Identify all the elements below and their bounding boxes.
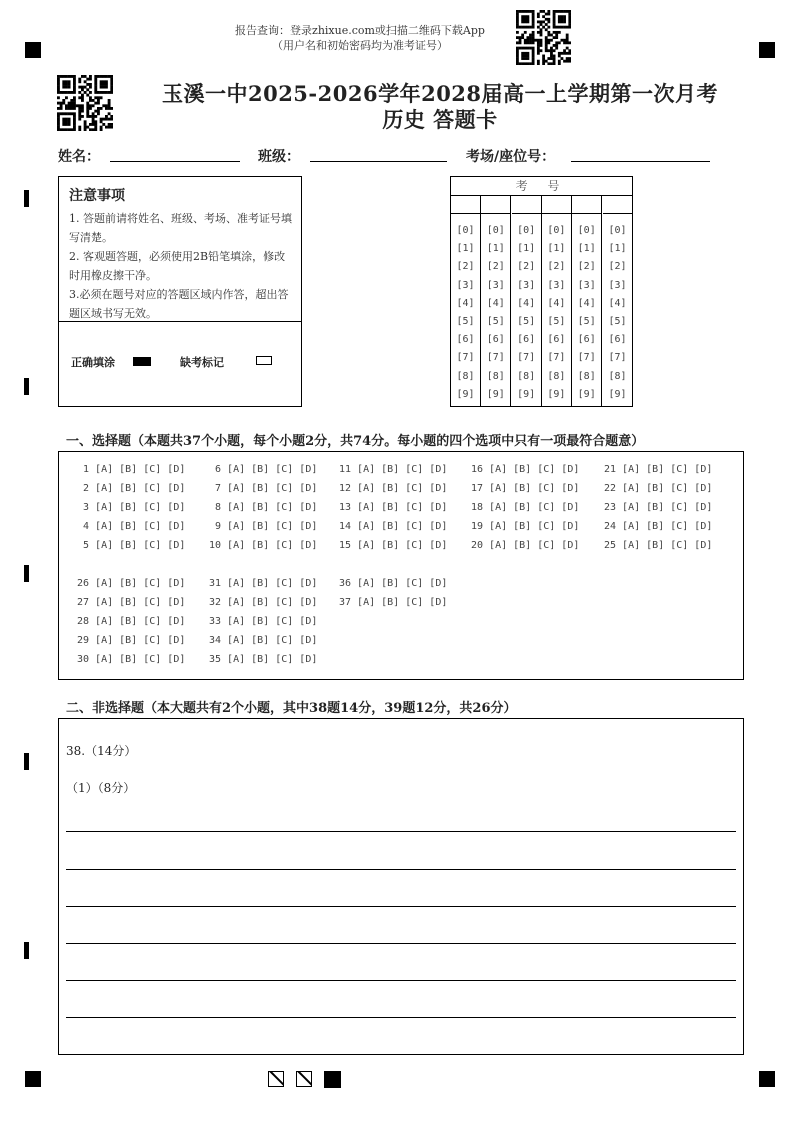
exam-digit-bubble[interactable]: [3] <box>486 279 505 291</box>
exam-digit-bubble[interactable]: [7] <box>547 352 566 364</box>
exam-digit-bubble[interactable]: [3] <box>517 279 536 291</box>
multiple-choice-area <box>58 451 744 680</box>
choice-question-21[interactable]: 21 [A] [B] [C] [D] <box>604 464 713 475</box>
exam-number-write-box[interactable] <box>451 195 480 214</box>
exam-number-write-box[interactable] <box>603 195 633 214</box>
exam-digit-bubble[interactable]: [5] <box>456 315 475 327</box>
exam-digit-bubble[interactable]: [9] <box>547 388 566 400</box>
essay-answer-area <box>58 718 744 1055</box>
exam-digit-bubble[interactable]: [9] <box>517 388 536 400</box>
choice-question-36[interactable]: 36 [A] [B] [C] [D] <box>339 578 448 589</box>
exam-digit-bubble[interactable]: [2] <box>486 261 505 273</box>
exam-digit-bubble[interactable]: [1] <box>517 243 536 255</box>
exam-digit-bubble[interactable]: [6] <box>456 334 475 346</box>
choice-question-24[interactable]: 24 [A] [B] [C] [D] <box>604 521 713 532</box>
exam-number-column <box>512 195 542 406</box>
exam-digit-bubble[interactable]: [7] <box>608 352 627 364</box>
exam-digit-bubble[interactable]: [7] <box>577 352 596 364</box>
exam-digit-bubble[interactable]: [6] <box>486 334 505 346</box>
notice-box <box>58 176 302 407</box>
choice-question-6[interactable]: 6 [A] [B] [C] [D] <box>209 464 318 475</box>
choice-question-10[interactable]: 10 [A] [B] [C] [D] <box>209 540 318 551</box>
exam-digit-bubble[interactable]: [2] <box>577 261 596 273</box>
exam-digit-bubble[interactable]: [8] <box>486 370 505 382</box>
page-subtitle: 历史 答题卡 <box>382 107 498 132</box>
choice-question-15[interactable]: 15 [A] [B] [C] [D] <box>339 540 448 551</box>
exam-number-write-box[interactable] <box>512 195 541 214</box>
choice-question-11[interactable]: 11 [A] [B] [C] [D] <box>339 464 448 475</box>
choice-question-14[interactable]: 14 [A] [B] [C] [D] <box>339 521 448 532</box>
exam-number-column <box>603 195 633 406</box>
exam-digit-bubble[interactable]: [9] <box>456 388 475 400</box>
exam-digit-bubble[interactable]: [9] <box>608 388 627 400</box>
page-mark-hatched <box>268 1071 284 1087</box>
section1-title: 一、选择题（本题共37个小题，每个小题2分，共74分。每小题的四个选项中只有一项最符合题意） <box>66 434 645 449</box>
exam-digit-bubble[interactable]: [1] <box>486 243 505 255</box>
choice-question-20[interactable]: 20 [A] [B] [C] [D] <box>471 540 580 551</box>
exam-digit-bubble[interactable]: [7] <box>486 352 505 364</box>
choice-question-29[interactable]: 29 [A] [B] [C] [D] <box>77 635 186 646</box>
exam-digit-bubble[interactable]: [1] <box>547 243 566 255</box>
absent-mark-label: 缺考标记 <box>180 356 224 369</box>
notice-item: 3.必须在题号对应的答题区域内作答，超出答题区域书写无效。 <box>69 288 289 320</box>
alignment-mark-bottom-right <box>759 1071 775 1087</box>
choice-question-37[interactable]: 37 [A] [B] [C] [D] <box>339 597 448 608</box>
side-timing-mark <box>24 190 29 207</box>
alignment-mark-top-right <box>759 42 775 58</box>
notice-text <box>69 209 295 323</box>
exam-digit-bubble[interactable]: [1] <box>608 243 627 255</box>
exam-digit-bubble[interactable]: [7] <box>517 352 536 364</box>
exam-digit-bubble[interactable]: [0] <box>608 225 627 236</box>
choice-question-33[interactable]: 33 [A] [B] [C] [D] <box>209 616 318 627</box>
seat-label: 考场/座位号： <box>466 149 556 165</box>
choice-question-35[interactable]: 35 [A] [B] [C] [D] <box>209 654 318 665</box>
choice-question-4[interactable]: 4 [A] [B] [C] [D] <box>77 521 186 532</box>
exam-digit-bubble[interactable]: [5] <box>547 315 566 327</box>
exam-digit-bubble[interactable]: [8] <box>577 370 596 382</box>
divider <box>59 321 301 322</box>
page-mark-solid <box>324 1071 341 1088</box>
choice-question-3[interactable]: 3 [A] [B] [C] [D] <box>77 502 186 513</box>
exam-number-grid <box>450 176 633 407</box>
page-mark-hatched <box>296 1071 312 1087</box>
student-qr-code <box>57 75 113 131</box>
side-timing-mark <box>24 942 29 959</box>
name-field[interactable] <box>110 161 240 162</box>
exam-digit-bubble[interactable]: [5] <box>517 315 536 327</box>
exam-number-column <box>542 195 572 406</box>
exam-digit-bubble[interactable]: [3] <box>608 279 627 291</box>
choice-question-32[interactable]: 32 [A] [B] [C] [D] <box>209 597 318 608</box>
answer-line[interactable] <box>66 1017 736 1018</box>
exam-digit-bubble[interactable]: [5] <box>486 315 505 327</box>
exam-digit-bubble[interactable]: [8] <box>547 370 566 382</box>
choice-question-7[interactable]: 7 [A] [B] [C] [D] <box>209 483 318 494</box>
choice-question-1[interactable]: 1 [A] [B] [C] [D] <box>77 464 186 475</box>
exam-digit-bubble[interactable]: [4] <box>517 297 536 309</box>
exam-digit-bubble[interactable]: [0] <box>456 225 475 236</box>
notice-item: 1. 答题前请将姓名、班级、考场、准考证号填写清楚。 <box>69 212 292 244</box>
notice-heading: 注意事项 <box>69 188 125 204</box>
choice-question-16[interactable]: 16 [A] [B] [C] [D] <box>471 464 580 475</box>
answer-line[interactable] <box>66 869 736 870</box>
choice-question-30[interactable]: 30 [A] [B] [C] [D] <box>77 654 186 665</box>
choice-question-25[interactable]: 25 [A] [B] [C] [D] <box>604 540 713 551</box>
choice-question-2[interactable]: 2 [A] [B] [C] [D] <box>77 483 186 494</box>
class-field[interactable] <box>310 161 447 162</box>
choice-question-5[interactable]: 5 [A] [B] [C] [D] <box>77 540 186 551</box>
exam-digit-bubble[interactable]: [8] <box>456 370 475 382</box>
exam-digit-bubble[interactable]: [6] <box>608 334 627 346</box>
exam-digit-bubble[interactable]: [9] <box>577 388 596 400</box>
exam-digit-bubble[interactable]: [4] <box>486 297 505 309</box>
report-hint <box>0 23 720 53</box>
absent-mark-checkbox[interactable] <box>256 356 272 365</box>
exam-digit-bubble[interactable]: [3] <box>547 279 566 291</box>
exam-digit-bubble[interactable]: [7] <box>456 352 475 364</box>
choice-question-19[interactable]: 19 [A] [B] [C] [D] <box>471 521 580 532</box>
choice-question-17[interactable]: 17 [A] [B] [C] [D] <box>471 483 580 494</box>
exam-digit-bubble[interactable]: [5] <box>608 315 627 327</box>
exam-digit-bubble[interactable]: [1] <box>456 243 475 255</box>
exam-digit-bubble[interactable]: [4] <box>456 297 475 309</box>
exam-number-write-box[interactable] <box>572 195 601 214</box>
section2-title: 二、非选择题（本大题共有2个小题，其中38题14分，39题12分，共26分） <box>66 701 517 716</box>
exam-digit-bubble[interactable]: [6] <box>517 334 536 346</box>
correct-fill-sample <box>133 357 151 366</box>
exam-digit-bubble[interactable]: [6] <box>577 334 596 346</box>
choice-question-34[interactable]: 34 [A] [B] [C] [D] <box>209 635 318 646</box>
exam-number-column <box>451 195 481 406</box>
exam-digit-bubble[interactable]: [4] <box>577 297 596 309</box>
exam-digit-bubble[interactable]: [2] <box>547 261 566 273</box>
correct-fill-label: 正确填涂 <box>71 356 115 369</box>
name-label: 姓名： <box>58 149 100 165</box>
exam-number-header: 考 号 <box>451 177 632 196</box>
exam-digit-bubble[interactable]: [3] <box>577 279 596 291</box>
exam-digit-bubble[interactable]: [9] <box>486 388 505 400</box>
exam-digit-bubble[interactable]: [0] <box>517 225 536 236</box>
choice-question-23[interactable]: 23 [A] [B] [C] [D] <box>604 502 713 513</box>
exam-digit-bubble[interactable]: [2] <box>456 261 475 273</box>
exam-number-column <box>572 195 602 406</box>
exam-digit-bubble[interactable]: [6] <box>547 334 566 346</box>
exam-number-write-box[interactable] <box>542 195 571 214</box>
exam-digit-bubble[interactable]: [0] <box>547 225 566 236</box>
choice-question-12[interactable]: 12 [A] [B] [C] [D] <box>339 483 448 494</box>
exam-digit-bubble[interactable]: [8] <box>608 370 627 382</box>
side-timing-mark <box>24 753 29 770</box>
choice-question-18[interactable]: 18 [A] [B] [C] [D] <box>471 502 580 513</box>
choice-question-28[interactable]: 28 [A] [B] [C] [D] <box>77 616 186 627</box>
exam-digit-bubble[interactable]: [4] <box>547 297 566 309</box>
choice-question-26[interactable]: 26 [A] [B] [C] [D] <box>77 578 186 589</box>
exam-digit-bubble[interactable]: [5] <box>577 315 596 327</box>
answer-line[interactable] <box>66 943 736 944</box>
exam-digit-bubble[interactable]: [1] <box>577 243 596 255</box>
exam-digit-bubble[interactable]: [4] <box>608 297 627 309</box>
choice-question-31[interactable]: 31 [A] [B] [C] [D] <box>209 578 318 589</box>
page-title: 玉溪一中2025-2026学年2028届高一上学期第一次月考 <box>161 81 719 106</box>
seat-field[interactable] <box>571 161 710 162</box>
exam-number-write-box[interactable] <box>481 195 510 214</box>
exam-digit-bubble[interactable]: [2] <box>517 261 536 273</box>
report-hint-line2: （用户名和初始密码均为准考证号） <box>272 39 448 52</box>
class-label: 班级： <box>258 149 300 165</box>
app-download-qr-code <box>516 10 571 65</box>
choice-question-13[interactable]: 13 [A] [B] [C] [D] <box>339 502 448 513</box>
alignment-mark-bottom-left <box>25 1071 41 1087</box>
choice-question-22[interactable]: 22 [A] [B] [C] [D] <box>604 483 713 494</box>
report-hint-line1: 报告查询：登录zhixue.com或扫描二维码下载App <box>235 24 485 37</box>
choice-question-8[interactable]: 8 [A] [B] [C] [D] <box>209 502 318 513</box>
side-timing-mark <box>24 565 29 582</box>
q38-part1-label: （1）（8分） <box>66 781 136 795</box>
q38-label: 38.（14分） <box>66 744 137 758</box>
exam-number-column <box>481 195 511 406</box>
exam-digit-bubble[interactable]: [8] <box>517 370 536 382</box>
answer-line[interactable] <box>66 906 736 907</box>
answer-line[interactable] <box>66 831 736 832</box>
exam-digit-bubble[interactable]: [0] <box>486 225 505 236</box>
side-timing-mark <box>24 378 29 395</box>
choice-question-9[interactable]: 9 [A] [B] [C] [D] <box>209 521 318 532</box>
exam-digit-bubble[interactable]: [2] <box>608 261 627 273</box>
choice-question-27[interactable]: 27 [A] [B] [C] [D] <box>77 597 186 608</box>
answer-line[interactable] <box>66 980 736 981</box>
notice-item: 2. 客观题答题，必须使用2B铅笔填涂，修改时用橡皮擦干净。 <box>69 250 286 282</box>
exam-digit-bubble[interactable]: [0] <box>577 225 596 236</box>
exam-digit-bubble[interactable]: [3] <box>456 279 475 291</box>
